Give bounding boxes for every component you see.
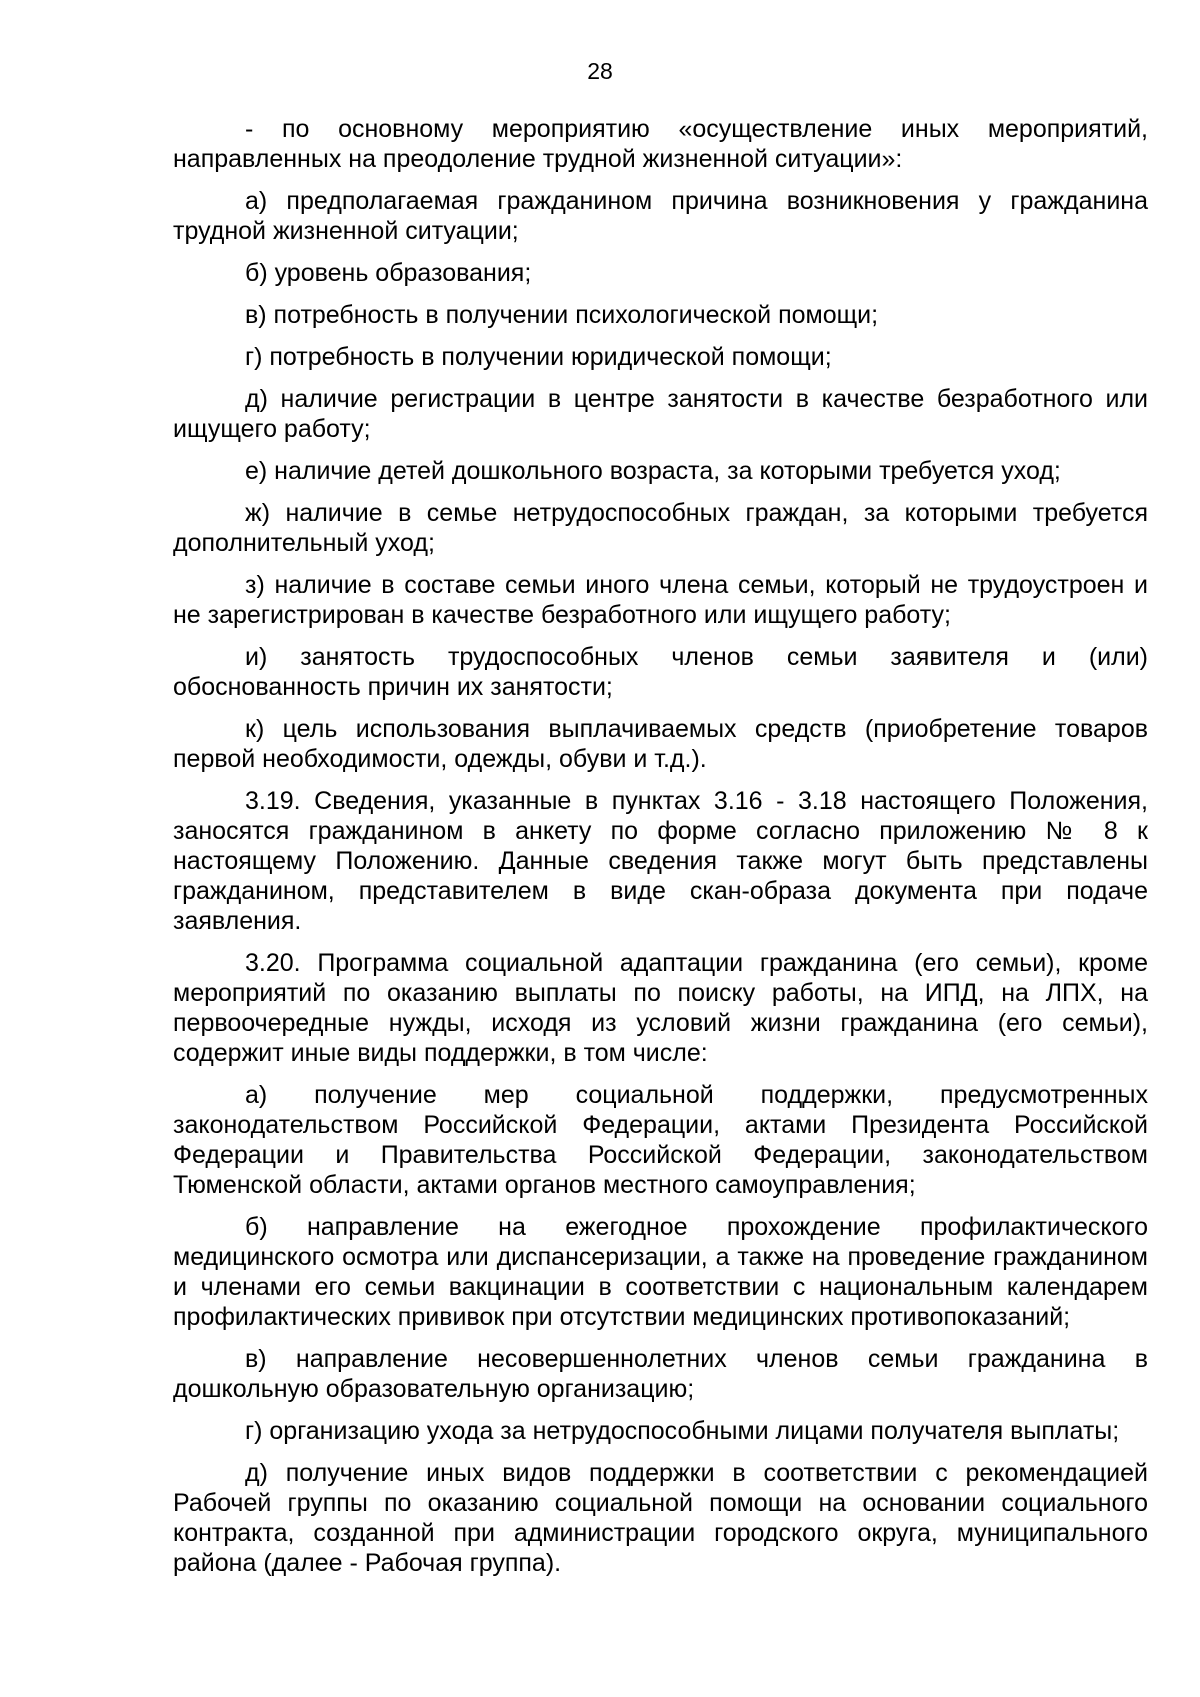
paragraph-intro: - по основному мероприятию «осуществление иных мероприятий, направленных на преодоление трудной жизненной ситуации»: bbox=[173, 115, 1148, 173]
support-item-b: б) направление на ежегодное прохождение профилактического медицинского осмотра или диспансеризации, а также на проведение гражданином и членами его семьи вакцинации в соответствии с национальным календарем профилактических прививок при отсутствии медицинских противопоказаний; bbox=[173, 1213, 1148, 1331]
list-item-v: в) потребность в получении психологической помощи; bbox=[245, 301, 879, 329]
support-item-g: г) организацию ухода за нетрудоспособными лицами получателя выплаты; bbox=[245, 1417, 1120, 1445]
support-item-a: а) получение мер социальной поддержки, предусмотренных законодательством Российской Федерации, актами Президента Российской Федерации и Правительства Российской Федерации, законодательством Тюменской области, актами органов местного самоуправления; bbox=[173, 1081, 1148, 1199]
list-item-d: д) наличие регистрации в центре занятости в качестве безработного или ищущего работу; bbox=[173, 385, 1148, 443]
support-item-v: в) направление несовершеннолетних членов семьи гражданина в дошкольную образовательную организацию; bbox=[173, 1345, 1148, 1403]
section-3-19: 3.19. Сведения, указанные в пунктах 3.16 - 3.18 настоящего Положения, заносятся гражданином в анкету по форме согласно приложению № 8 к настоящему Положению. Данные сведения также могут быть представлены гражданином, представителем в виде скан-образа документа при подаче заявления. bbox=[173, 787, 1148, 935]
support-item-d: д) получение иных видов поддержки в соответствии с рекомендацией Рабочей группы по оказанию социальной помощи на основании социального контракта, созданной при администрации городского округа, муниципального района (далее - Рабочая группа). bbox=[173, 1459, 1148, 1577]
list-item-zh: ж) наличие в семье нетрудоспособных граждан, за которыми требуется дополнительный уход; bbox=[173, 499, 1148, 557]
list-item-i: и) занятость трудоспособных членов семьи заявителя и (или) обоснованность причин их занятости; bbox=[173, 643, 1148, 701]
list-item-a: а) предполагаемая гражданином причина возникновения у гражданина трудной жизненной ситуации; bbox=[173, 187, 1148, 245]
page-number: 28 bbox=[587, 58, 613, 84]
list-item-k: к) цель использования выплачиваемых средств (приобретение товаров первой необходимости, одежды, обуви и т.д.). bbox=[173, 715, 1148, 773]
list-item-g: г) потребность в получении юридической помощи; bbox=[245, 343, 832, 371]
list-item-b: б) уровень образования; bbox=[245, 259, 532, 287]
section-3-20: 3.20. Программа социальной адаптации гражданина (его семьи), кроме мероприятий по оказанию выплаты по поиску работы, на ИПД, на ЛПХ, на первоочередные нужды, исходя из условий жизни гражданина (его семьи), содержит иные виды поддержки, в том числе: bbox=[173, 949, 1148, 1067]
list-item-e: е) наличие детей дошкольного возраста, за которыми требуется уход; bbox=[245, 457, 1061, 485]
list-item-z: з) наличие в составе семьи иного члена семьи, который не трудоустроен и не зарегистрирован в качестве безработного или ищущего работу; bbox=[173, 571, 1148, 629]
document-body bbox=[173, 114, 1148, 1590]
